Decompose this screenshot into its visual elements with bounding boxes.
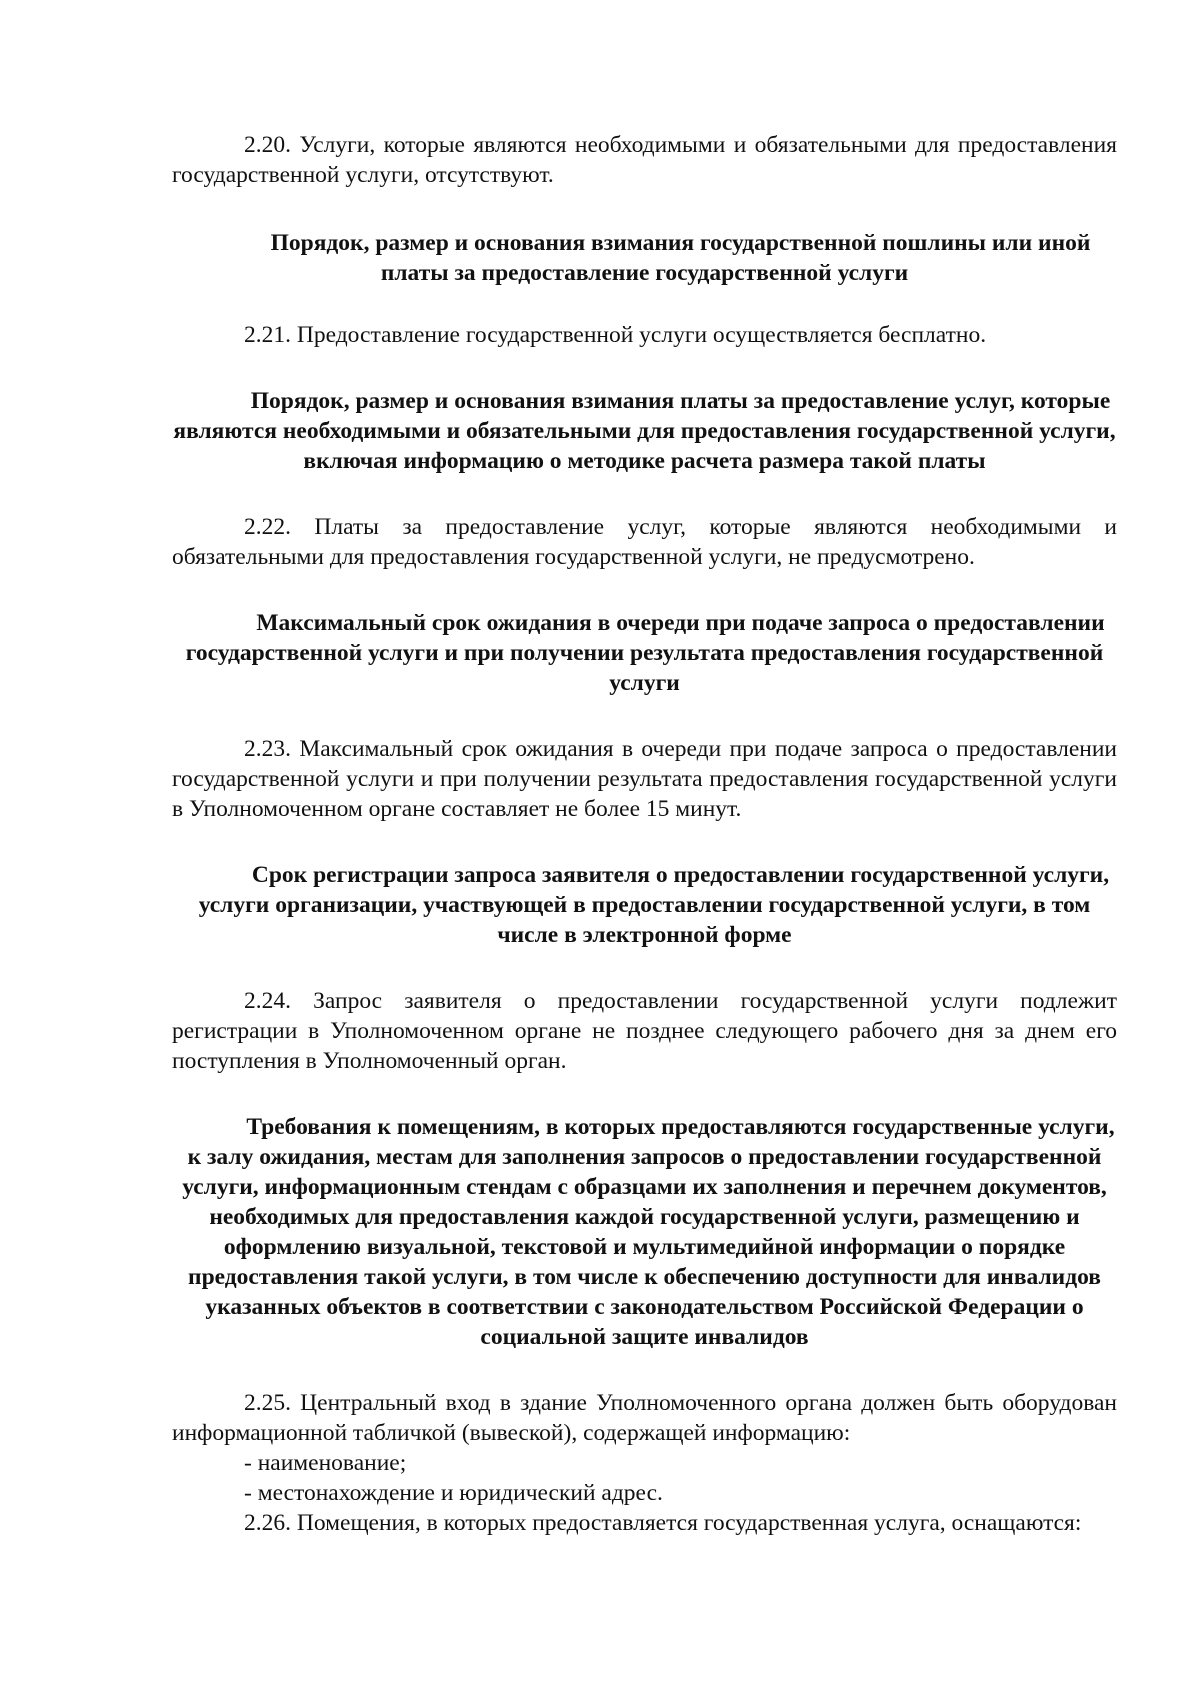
- spacer: [172, 190, 1117, 228]
- heading-premises: Требования к помещениям, в которых предоставляются государственные услуги, к залу ожидания, местам для заполнения запросов о предоставлении государственной услуги, информационным стендам с образцами их заполнения и перечнем документов, необходимых для предоставления каждой государственной услуги, размещению и оформлению визуальной, текстовой и мультимедийной информации о порядке предоставления такой услуги, в том числе к обеспечению доступности для инвалидов указанных объектов в соответствии с законодательством Российской Федерации о социальной защите инвалидов: [182, 1114, 1115, 1350]
- spacer: [172, 698, 1117, 734]
- spacer: [172, 572, 1117, 608]
- paragraph-2-24: 2.24. Запрос заявителя о предоставлении государственной услуги подлежит регистрации в Уполномоченном органе не позднее следующего рабочего дня за днем его поступления в Уполномоченный орган.: [172, 988, 1117, 1074]
- document-page: [172, 130, 1117, 1538]
- heading-paid-services: Порядок, размер и основания взимания платы за предоставление услуг, которые являются необходимыми и обязательными для предоставления государственной услуги, включая информацию о методике расчета размера такой платы: [173, 388, 1116, 474]
- paragraph-2-25: 2.25. Центральный вход в здание Уполномоченного органа должен быть оборудован информационной табличкой (вывеской), содержащей информацию:: [172, 1390, 1117, 1446]
- paragraph-2-26: 2.26. Помещения, в которых предоставляется государственная услуга, оснащаются:: [244, 1510, 1082, 1536]
- spacer: [172, 950, 1117, 986]
- spacer: [172, 350, 1117, 386]
- spacer: [172, 1352, 1117, 1388]
- spacer: [172, 1076, 1117, 1112]
- list-item: - наименование;: [244, 1450, 407, 1476]
- spacer: [172, 288, 1117, 320]
- spacer: [172, 824, 1117, 860]
- paragraph-2-22: 2.22. Платы за предоставление услуг, которые являются необходимыми и обязательными для предоставления государственной услуги, не предусмотрено.: [172, 514, 1117, 570]
- heading-registration: Срок регистрации запроса заявителя о предоставлении государственной услуги, услуги организации, участвующей в предоставлении государственной услуги, в том числе в электронной форме: [198, 862, 1110, 948]
- paragraph-2-23: 2.23. Максимальный срок ожидания в очереди при подаче запроса о предоставлении государственной услуги и при получении результата предоставления государственной услуги в Уполномоченном органе составляет не более 15 минут.: [172, 736, 1117, 822]
- paragraph-2-20: 2.20. Услуги, которые являются необходимыми и обязательными для предоставления государственной услуги, отсутствуют.: [172, 132, 1117, 188]
- heading-queue: Максимальный срок ожидания в очереди при подаче запроса о предоставлении государственной услуги и при получении результата предоставления государственной услуги: [185, 610, 1105, 696]
- paragraph-2-21: 2.21. Предоставление государственной услуги осуществляется бесплатно.: [244, 322, 987, 348]
- list-item: - местонахождение и юридический адрес.: [244, 1480, 663, 1506]
- spacer: [172, 476, 1117, 512]
- heading-fee: Порядок, размер и основания взимания государственной пошлины или иной платы за предоставление государственной услуги: [270, 230, 1091, 286]
